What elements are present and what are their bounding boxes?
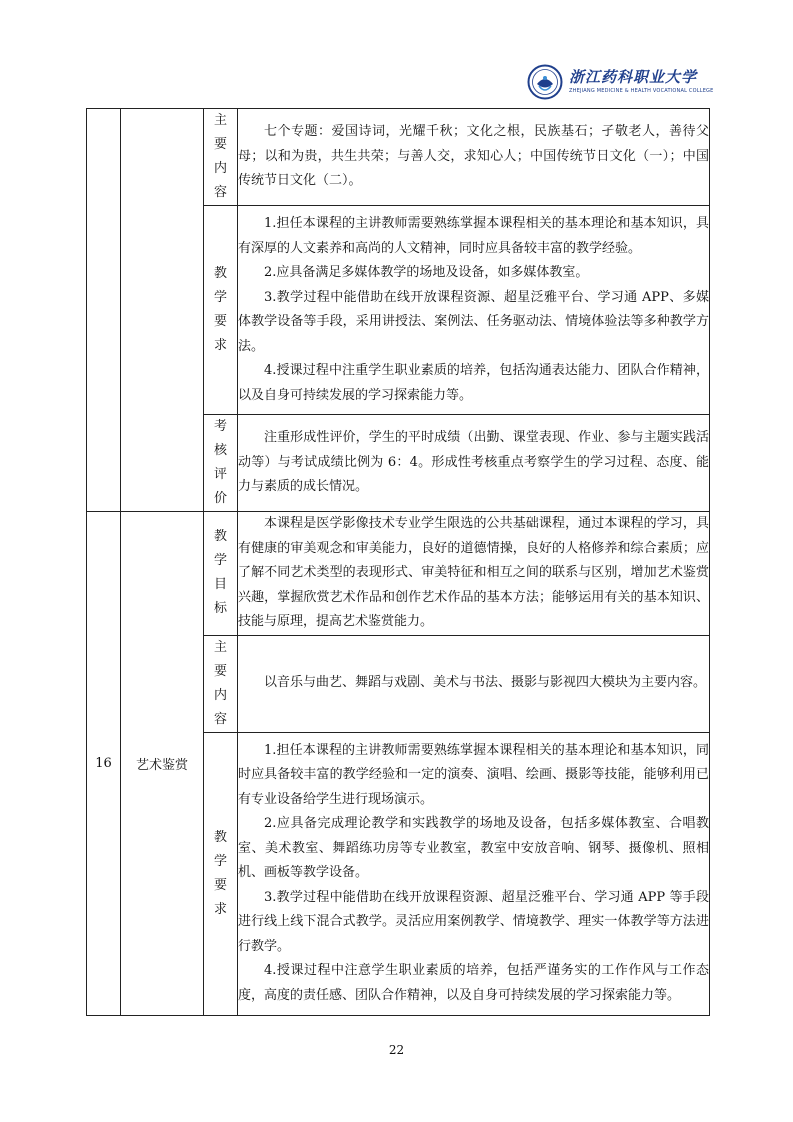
school-name-en: ZHEJIANG MEDICINE & HEALTH VOCATIONAL COLLEGE bbox=[569, 88, 714, 94]
requirement-paragraph: 3.教学过程中能借助在线开放课程资源、超星泛雅平台、学习通 APP、多媒体教学设备等手段，采用讲授法、案例法、任务驱动法、情境体验法等多种教学方法。 bbox=[238, 289, 709, 354]
requirement-paragraph: 2.应具备满足多媒体教学的场地及设备，如多媒体教室。 bbox=[264, 265, 589, 280]
row-label-assessment: 考 核 评 价 bbox=[204, 415, 238, 512]
assessment-text: 注重形成性评价，学生的平时成绩（出勤、课堂表现、作业、参与主题实践活动等）与考试成绩比例为 6：4。形成性考核重点考察学生的学习过程、态度、能力与素质的成长情况。 bbox=[238, 430, 709, 495]
requirement-paragraph: 1.担任本课程的主讲教师需要熟练掌握本课程相关的基本理论和基本知识，同时应具备较丰富的教学经验和一定的演奏、演唱、绘画、摄影等技能，能够利用已有专业设备给学生进行现场演示。 bbox=[238, 742, 709, 807]
requirement-paragraph: 2.应具备完成理论教学和实践教学的场地及设备，包括多媒体教室、合唱教室、美术教室、舞蹈练功房等专业教室，教室中安放音响、钢琴、摄像机、照相机、画板等教学设备。 bbox=[238, 816, 709, 881]
course-name: 艺术鉴赏 bbox=[121, 512, 204, 1016]
school-logo-icon bbox=[527, 64, 563, 100]
assessment-cell bbox=[238, 415, 710, 512]
main-content-text: 七个专题：爱国诗词，光耀千秋；文化之根，民族基石；孑敬老人，善待父母；以和为贵，共生共荣；与善人交，求知心人；中国传统节日文化（一）；中国传统节日文化（二）。 bbox=[238, 124, 709, 189]
teaching-goals-text: 本课程是医学影像技术专业学生限选的公共基础课程，通过本课程的学习，具有健康的审美观念和审美能力，良好的道德情操，良好的人格修养和综合素质；应了解不同艺术类型的表现形式、审美特征和相互之间的联系与区别，增加艺术鉴赏兴趣，掌握欣赏艺术作品和创作艺术作品的基本方法；能够运用有关的基本知识、技能与原理，提高艺术鉴赏能力。 bbox=[238, 516, 709, 629]
row-label-main-content: 主 要 内 容 bbox=[204, 109, 238, 206]
page-number: 22 bbox=[388, 1043, 405, 1057]
school-name-cn: 浙江药科职业大学 bbox=[569, 68, 698, 86]
prev-course-name-cell bbox=[121, 109, 204, 512]
course-number: 16 bbox=[87, 512, 121, 1016]
main-content-text: 以音乐与曲艺、舞蹈与戏剧、美术与书法、摄影与影视四大模块为主要内容。 bbox=[264, 675, 707, 691]
row-label-teaching-goals: 教 学 目 标 bbox=[204, 512, 238, 636]
main-content-cell bbox=[238, 635, 710, 732]
main-content-cell bbox=[238, 109, 710, 206]
row-label-teaching-requirements: 教 学 要 求 bbox=[204, 206, 238, 415]
row-label-main-content: 主 要 内 容 bbox=[204, 635, 238, 732]
requirement-paragraph: 4.授课过程中注意学生职业素质的培养，包括严谨务实的工作作风与工作态度，高度的责任感、团队合作精神，以及自身可持续发展的学习探索能力等。 bbox=[238, 963, 709, 1003]
requirement-paragraph: 3.教学过程中能借助在线开放课程资源、超星泛雅平台、学习通 APP 等手段进行线上线下混合式教学。灵活应用案例教学、情境教学、理实一体教学等方法进行教学。 bbox=[238, 889, 709, 954]
teaching-requirements-cell bbox=[238, 732, 710, 1015]
curriculum-table bbox=[86, 108, 710, 1016]
requirement-paragraph: 1.担任本课程的主讲教师需要熟练掌握本课程相关的基本理论和基本知识，具有深厚的人文素养和高尚的人文精神，同时应具备较丰富的教学经验。 bbox=[238, 216, 709, 256]
requirement-paragraph: 4.授课过程中注重学生职业素质的培养，包括沟通表达能力、团队合作精神，以及自身可持续发展的学习探索能力等。 bbox=[238, 363, 709, 403]
row-label-teaching-requirements: 教 学 要 求 bbox=[204, 732, 238, 1015]
prev-course-number-cell bbox=[87, 109, 121, 512]
page-header bbox=[527, 60, 714, 104]
table-row bbox=[87, 512, 710, 636]
teaching-requirements-cell bbox=[238, 206, 710, 415]
teaching-goals-cell bbox=[238, 512, 710, 636]
table-row bbox=[87, 109, 710, 206]
school-name bbox=[569, 70, 713, 94]
